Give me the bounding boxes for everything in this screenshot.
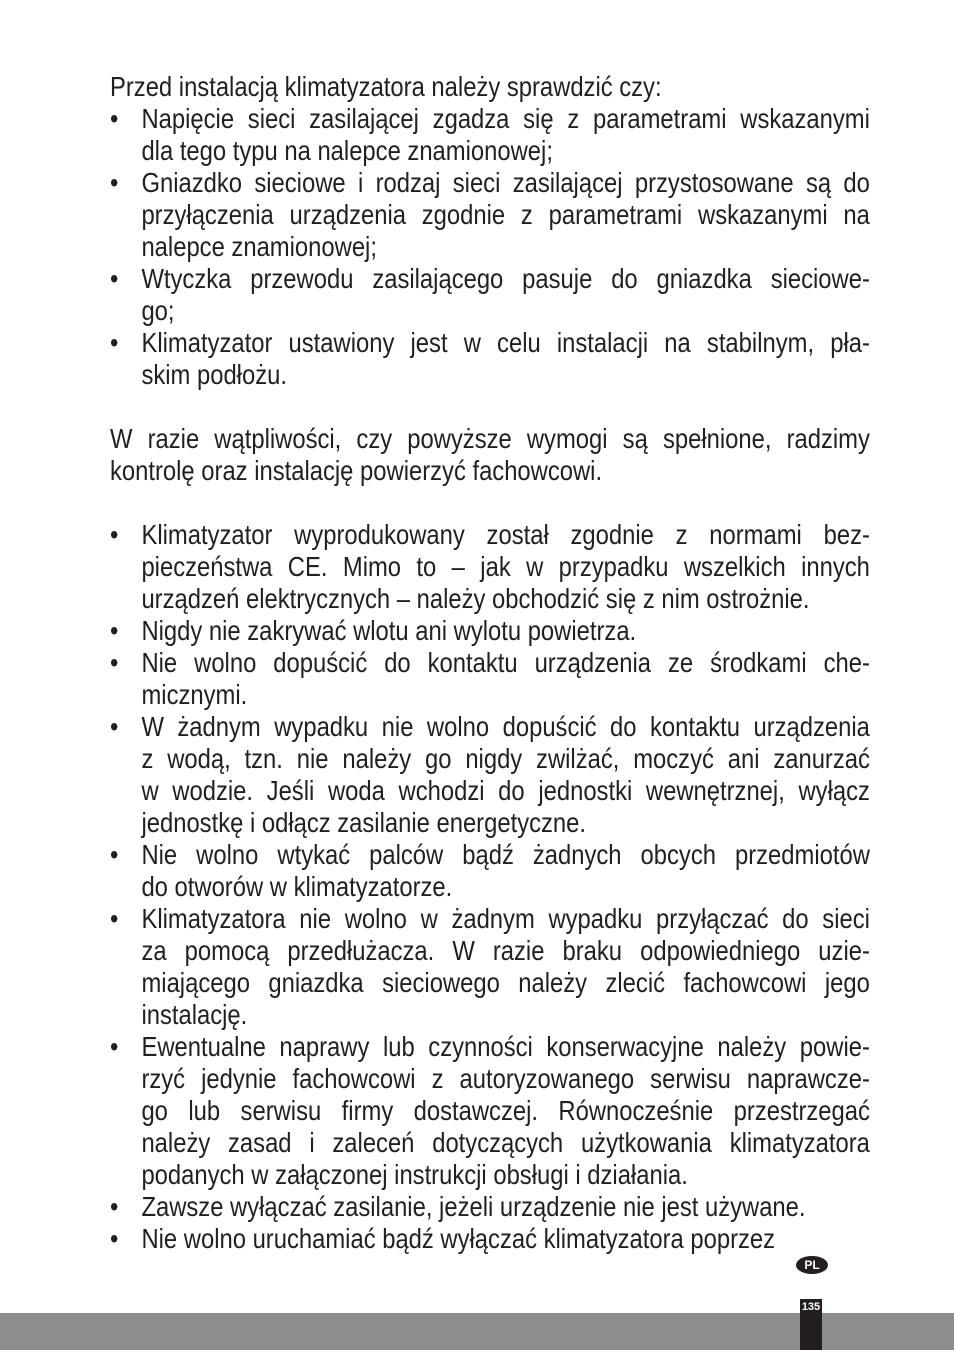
text-line: instalację.	[141, 999, 248, 1030]
spacer	[110, 391, 870, 423]
text-line: Ewentualne naprawy lub czynności konserwacyjne należy powie-	[141, 1031, 870, 1062]
text-line: Nie wolno uruchamiać bądź wyłączać klimatyzatora poprzez	[141, 1223, 776, 1254]
text-line: go;	[141, 295, 175, 326]
bullet-item	[110, 903, 870, 1031]
text-line: kontrolę oraz instalację powierzyć fachowcowi.	[110, 455, 603, 486]
text-line: podanych w załączonej instrukcji obsługi i działania.	[141, 1159, 688, 1190]
bullet-item	[110, 1223, 870, 1255]
text-line: rzyć jedynie fachowcowi z autoryzowanego serwisu naprawcze-	[141, 1063, 870, 1094]
text-line: micznymi.	[141, 679, 248, 710]
text-line: w wodzie. Jeśli woda wchodzi do jednostki wewnętrznej, wyłącz	[141, 775, 870, 806]
bullet-icon: •	[110, 1031, 119, 1062]
bullet-item	[110, 839, 870, 903]
bullet-icon: •	[110, 647, 119, 678]
text-line: jednostkę i odłącz zasilanie energetyczne.	[141, 807, 586, 838]
text-line: Klimatyzatora nie wolno w żadnym wypadku przyłączać do sieci	[141, 903, 870, 934]
bullet-icon: •	[110, 519, 119, 550]
language-badge: PL	[796, 1256, 828, 1274]
bullet-icon: •	[110, 263, 119, 294]
bullet-item	[110, 1191, 870, 1223]
bullet-item	[110, 647, 870, 711]
text-line: Wtyczka przewodu zasilającego pasuje do gniazdka sieciowe-	[141, 263, 870, 294]
text-line: Nie wolno wtykać palców bądź żadnych obcych przedmiotów	[141, 839, 870, 870]
paragraph	[110, 423, 870, 487]
text-line: miającego gniazdka sieciowego należy zlecić fachowcowi jego	[141, 967, 870, 998]
text-line: należy zasad i zaleceń dotyczących użytkowania klimatyzatora	[141, 1127, 870, 1158]
document-body	[110, 71, 870, 1255]
text-line: Klimatyzator wyprodukowany został zgodnie z normami bez-	[141, 519, 870, 550]
bullet-item	[110, 519, 870, 615]
text-line: do otworów w klimatyzatorze.	[141, 871, 453, 902]
text-line: Napięcie sieci zasilającej zgadza się z parametrami wskazanymi	[141, 103, 870, 134]
bullet-item	[110, 711, 870, 839]
text-line: z wodą, tzn. nie należy go nigdy zwilżać, moczyć ani zanurzać	[141, 743, 870, 774]
bullet-item	[110, 103, 870, 167]
bullet-item	[110, 263, 870, 327]
page-number: 135	[800, 1299, 822, 1350]
text-line: Zawsze wyłączać zasilanie, jeżeli urządzenie nie jest używane.	[141, 1191, 806, 1222]
text-line: skim podłożu.	[141, 359, 287, 390]
bullet-icon: •	[110, 103, 119, 134]
bullet-icon: •	[110, 615, 119, 646]
paragraph	[110, 71, 870, 103]
bullet-icon: •	[110, 327, 119, 358]
text-line: go lub serwisu firmy dostawczej. Równocześnie przestrzegać	[141, 1095, 870, 1126]
bullet-item	[110, 1031, 870, 1191]
text-line: W razie wątpliwości, czy powyższe wymogi są spełnione, radzimy	[110, 423, 870, 454]
text-line: przyłączenia urządzenia zgodnie z parametrami wskazanymi na	[141, 199, 870, 230]
text-line: Nigdy nie zakrywać wlotu ani wylotu powietrza.	[141, 615, 637, 646]
text-line: nalepce znamionowej;	[141, 231, 377, 262]
bullet-icon: •	[110, 1223, 119, 1254]
text-line: Klimatyzator ustawiony jest w celu instalacji na stabilnym, pła-	[141, 327, 870, 358]
bullet-item	[110, 327, 870, 391]
text-line: urządzeń elektrycznych – należy obchodzić się z nim ostrożnie.	[141, 583, 810, 614]
bullet-item	[110, 167, 870, 263]
text-line: Gniazdko sieciowe i rodzaj sieci zasilającej przystosowane są do	[141, 167, 870, 198]
text-line: za pomocą przedłużacza. W razie braku odpowiedniego uzie-	[141, 935, 870, 966]
bullet-icon: •	[110, 839, 119, 870]
bullet-icon: •	[110, 167, 119, 198]
text-line: W żadnym wypadku nie wolno dopuścić do kontaktu urządzenia	[141, 711, 870, 742]
spacer	[110, 487, 870, 519]
text-line: dla tego typu na nalepce znamionowej;	[141, 135, 553, 166]
text-line: Przed instalacją klimatyzatora należy sprawdzić czy:	[110, 71, 662, 102]
text-line: pieczeństwa CE. Mimo to – jak w przypadku wszelkich innych	[141, 551, 870, 582]
bullet-item	[110, 615, 870, 647]
bullet-icon: •	[110, 711, 119, 742]
bullet-icon: •	[110, 1191, 119, 1222]
text-line: Nie wolno dopuścić do kontaktu urządzenia ze środkami che-	[141, 647, 870, 678]
bullet-icon: •	[110, 903, 119, 934]
